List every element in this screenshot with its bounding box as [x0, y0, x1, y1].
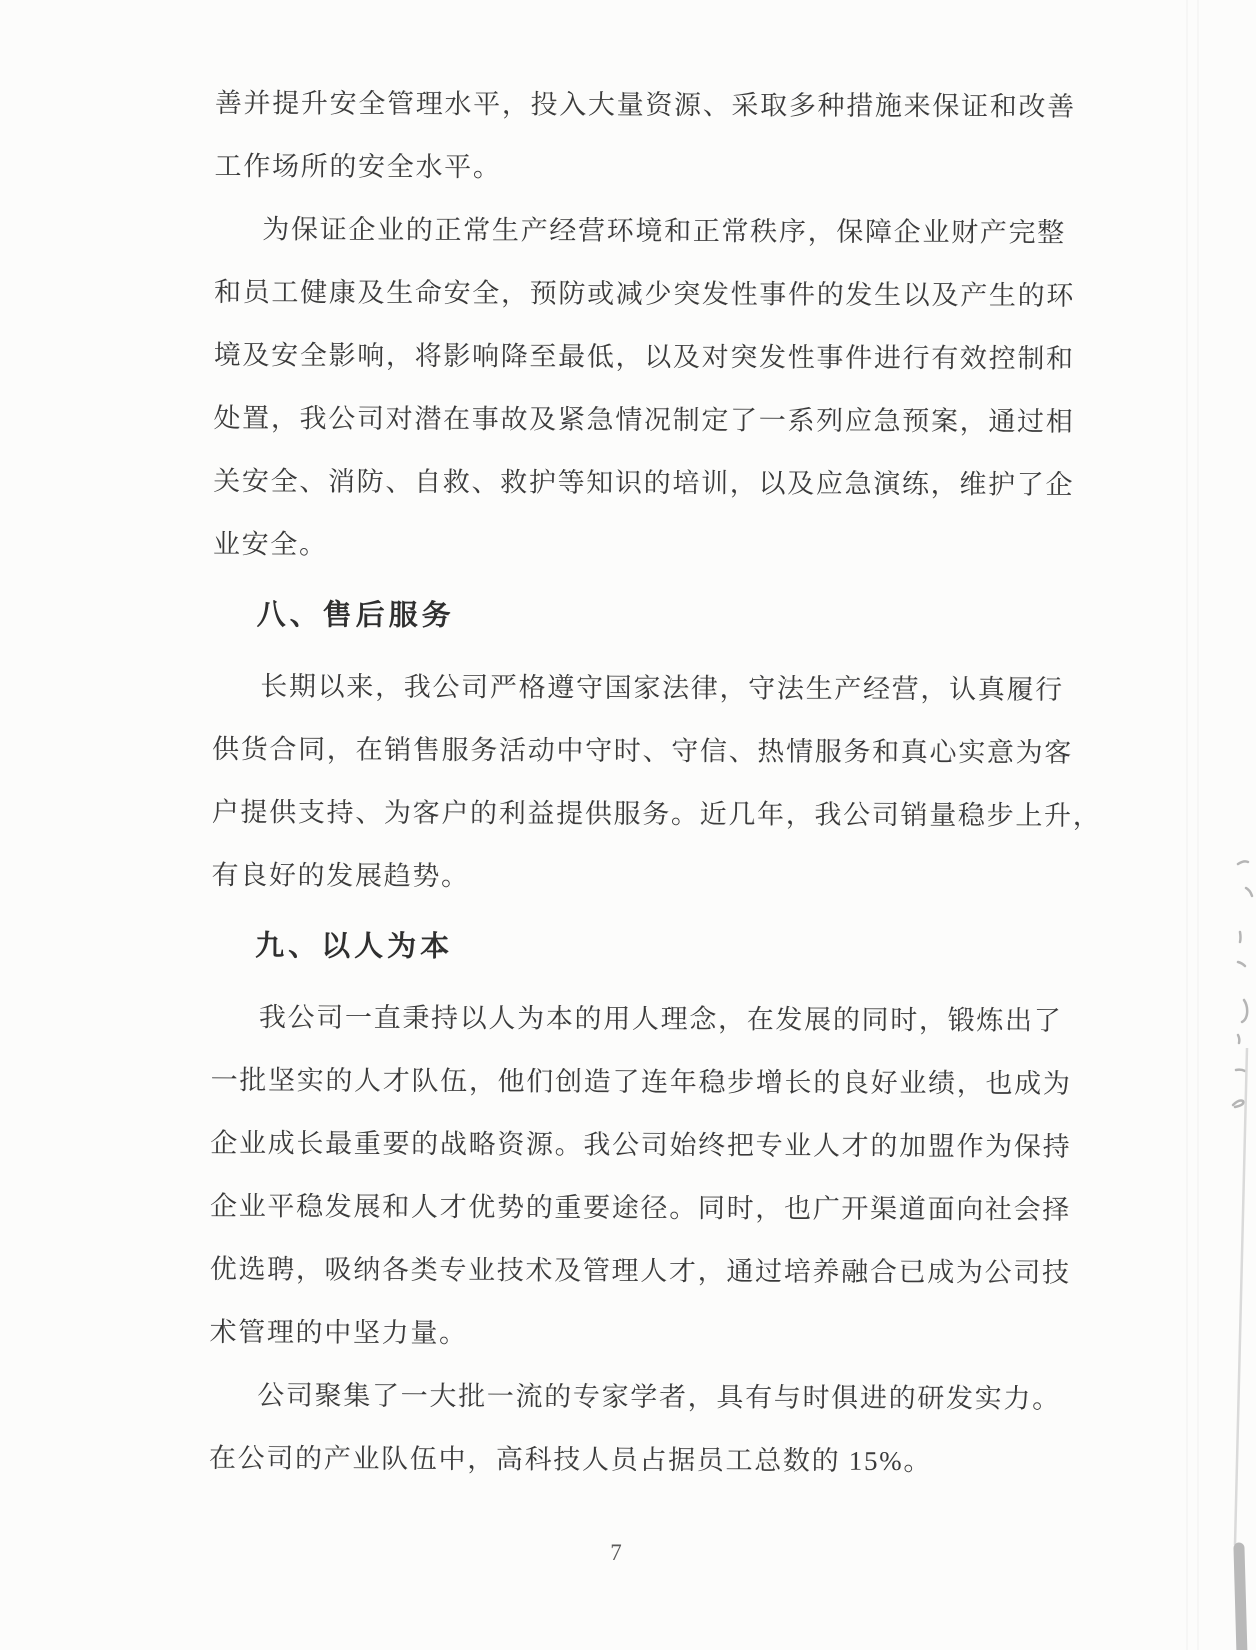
text-line: 处置，我公司对潜在事故及紧急情况制定了一系列应急预案，通过相: [213, 402, 1075, 437]
text-line: 为保证企业的正常生产经营环境和正常秩序，保障企业财产完整: [262, 214, 1066, 248]
text-line: 关安全、消防、自救、救护等知识的培训，以及应急演练，维护了企: [213, 465, 1075, 500]
text-line: 优选聘，吸纳各类专业技术及管理人才，通过培养融合已成为公司技: [209, 1253, 1071, 1288]
scan-streak: [1197, 0, 1199, 1650]
text-line: 术管理的中坚力量。: [209, 1316, 468, 1349]
document-body: [208, 72, 1102, 1494]
section-heading: 九、以人为本: [255, 930, 454, 964]
text-line: 长期以来，我公司严格遵守国家法律，守法生产经营，认真履行: [260, 671, 1064, 705]
page-number: 7: [610, 1540, 622, 1565]
text-line: 公司聚集了一大批一流的专家学者，具有与时俱进的研发实力。: [257, 1380, 1061, 1414]
scan-artifact-bar: [1239, 1548, 1242, 1650]
text-line: 善并提升安全管理水平，投入大量资源、采取多种措施来保证和改善: [214, 87, 1076, 122]
text-line: 供货合同，在销售服务活动中守时、守信、热情服务和真心实意为客: [211, 733, 1074, 768]
text-line: 境及安全影响，将影响降至最低，以及对突发性事件进行有效控制和: [213, 339, 1075, 374]
text-line: 企业平稳发展和人才优势的重要途径。同时，也广开渠道面向社会择: [209, 1190, 1072, 1225]
text-line: 一批坚实的人才队伍，他们创造了连年稳步增长的良好业绩，也成为: [210, 1064, 1072, 1099]
text-line: 我公司一直秉持以人为本的用人理念，在发展的同时，锻炼出了: [258, 1002, 1063, 1036]
text-line: 有良好的发展趋势。: [211, 859, 470, 892]
text-line: 工作场所的安全水平。: [214, 150, 502, 183]
text-line: 户提供支持、为客户的利益提供服务。近几年，我公司销量稳步上升，: [211, 796, 1102, 831]
text-line: 在公司的产业队伍中，高科技人员占据员工总数的 15%。: [208, 1442, 933, 1477]
text-line: 和员工健康及生命安全，预防或减少突发性事件的发生以及产生的环: [213, 276, 1076, 311]
text-line: 业安全。: [212, 528, 328, 560]
scan-smudge-marks: [1233, 861, 1252, 1107]
scan-artifact-line: [1235, 1048, 1247, 1545]
text-line: 企业成长最重要的战略资源。我公司始终把专业人才的加盟作为保持: [210, 1127, 1072, 1162]
scan-streak: [1186, 0, 1188, 1650]
section-heading: 八、售后服务: [256, 599, 455, 633]
